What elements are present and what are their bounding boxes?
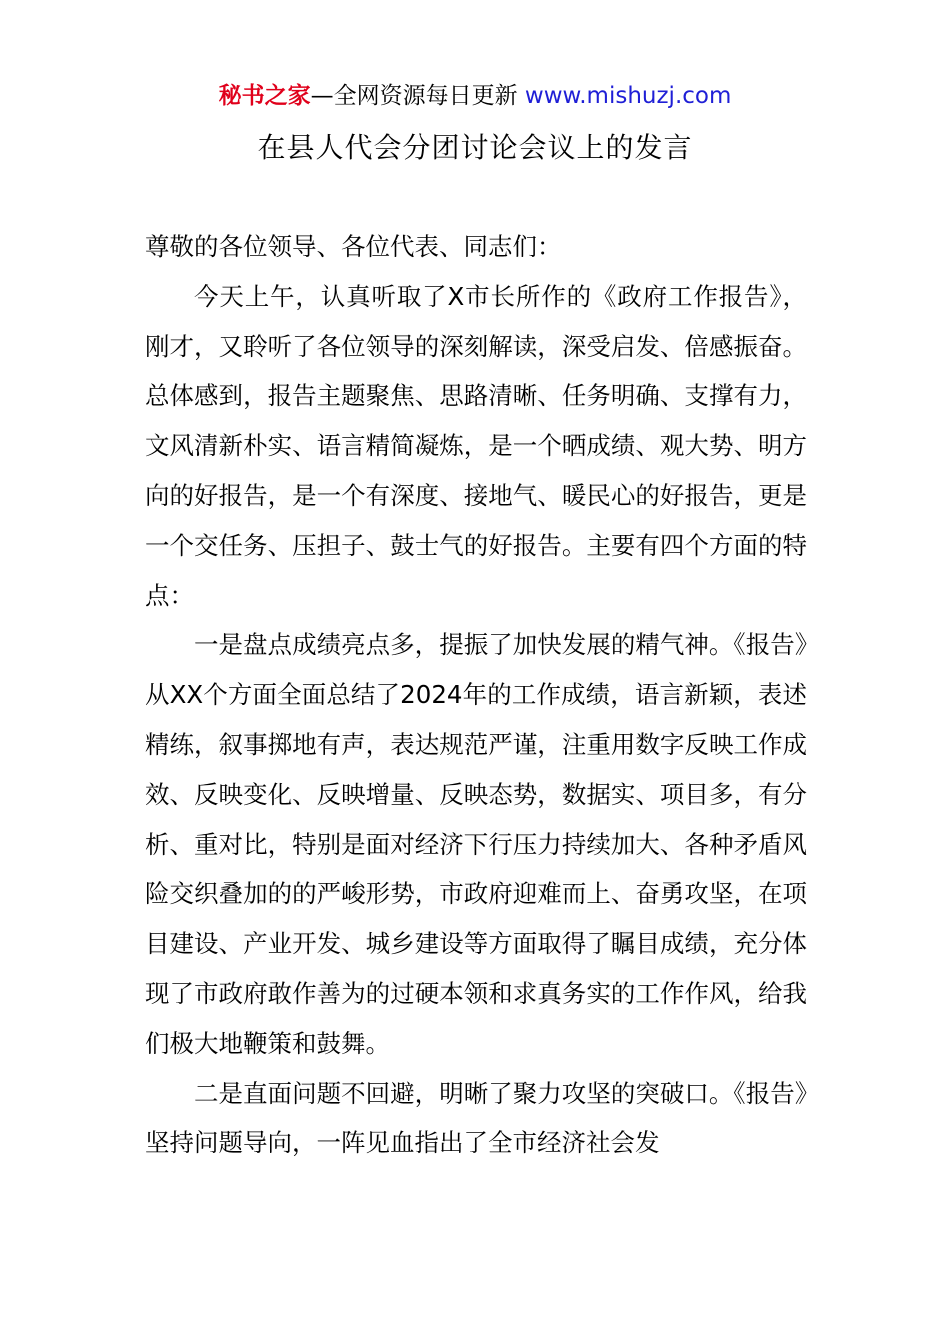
paragraph-intro: 今天上午，认真听取了X市长所作的《政府工作报告》，刚才，又聆听了各位领导的深刻解读，深受启发、倍感振奋。总体感到，报告主题聚焦、思路清晰、任务明确、支撑有力，文风清新朴实、语言精简凝炼，是一个晒成绩、观大势、明方向的好报告，是一个有深度、接地气、暖民心的好报告，更是一个交任务、压担子、鼓士气的好报告。主要有四个方面的特点：	[145, 281, 807, 610]
salutation: 尊敬的各位领导、各位代表、同志们：	[145, 232, 562, 261]
site-tagline: —全网资源每日更新	[310, 83, 525, 109]
document-title: 在县人代会分团讨论会议上的发言	[257, 131, 693, 164]
document-body	[145, 222, 807, 1168]
site-header	[0, 80, 950, 112]
paragraph-point-two: 二是直面问题不回避，明晰了聚力攻坚的突破口。《报告》坚持问题导向，一阵见血指出了全市经济社会发	[145, 1078, 807, 1158]
site-url-link[interactable]: www.mishuzj.com	[524, 83, 732, 109]
site-name: 秘书之家	[218, 83, 311, 109]
paragraph-point-one: 一是盘点成绩亮点多，提振了加快发展的精气神。《报告》从XX个方面全面总结了2024年的工作成绩，语言新颖，表述精练，叙事掷地有声，表达规范严谨，注重用数字反映工作成效、反映变化、反映增量、反映态势，数据实、项目多，有分析、重对比，特别是面对经济下行压力持续加大、各种矛盾风险交织叠加的的严峻形势，市政府迎难而上、奋勇攻坚，在项目建设、产业开发、城乡建设等方面取得了瞩目成绩，充分体现了市政府敢作善为的过硬本领和求真务实的工作作风，给我们极大地鞭策和鼓舞。	[145, 630, 807, 1058]
